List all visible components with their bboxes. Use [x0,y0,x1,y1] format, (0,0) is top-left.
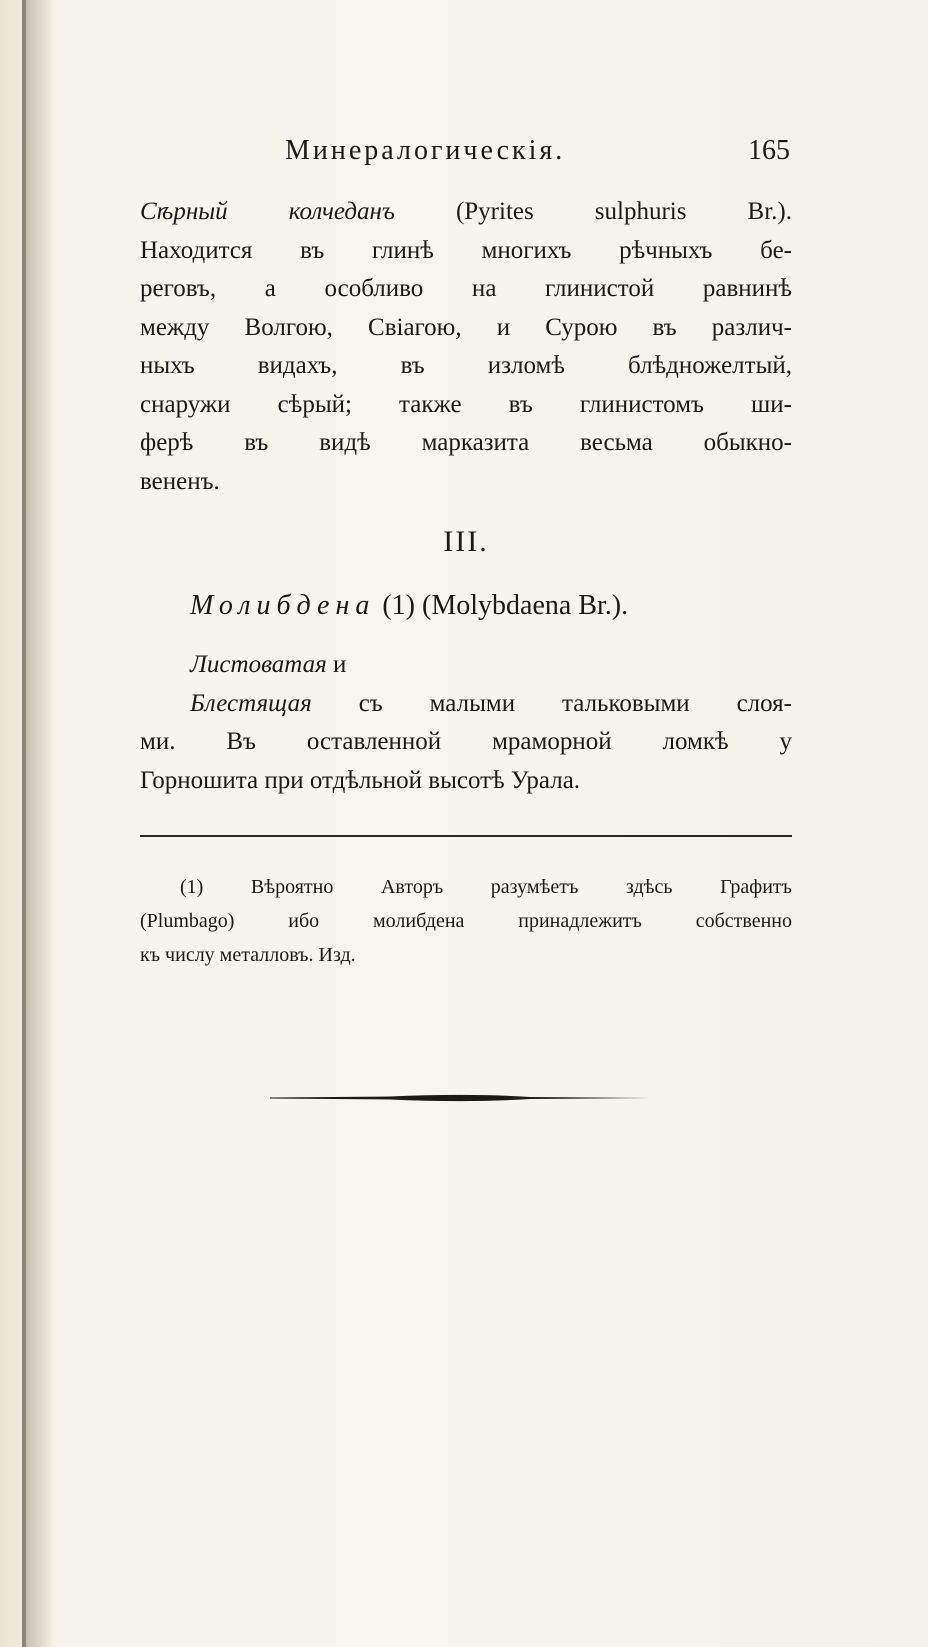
molybdaena-paragraph [140,646,792,800]
paragraph-line: Горношита при отдѣльной высотѣ Урала. [140,766,581,794]
variety-name: Листоватая [190,651,327,678]
paragraph-line: вененъ. [140,467,220,495]
paragraph-line: Находится въ глинѣ многихъ рѣчныхъ бе- [140,236,792,264]
variety-line [140,685,792,724]
footnote [140,870,792,972]
section-number: III. [443,525,489,558]
paragraph-text: съ малыми тальковыми слоя- [358,689,793,717]
footnote-line: (1) Вѣроятно Авторъ разумѣетъ здѣсь Графитъ [180,876,792,898]
pyrites-paragraph [140,193,792,501]
paragraph-line [140,193,792,232]
variety-line [140,646,792,685]
variety-name: Блестящая [190,689,312,717]
ornamental-rule [270,1090,650,1106]
running-title: Минералогическія. [285,135,566,166]
paragraph-line: ми. Въ оставленной мраморной ломкѣ у [140,728,792,755]
page-gutter-shadow [26,0,54,1647]
molybdaena-heading [190,590,628,622]
mineral-title: Сѣрный колчеданъ [140,198,395,225]
footnote-line: къ числу металловъ. Изд. [140,944,356,966]
footnote-line: (Plumbago) ибо молибдена принадлежитъ собственно [140,910,792,932]
footnote-reference: (1) [382,590,416,621]
latin-name: (Pyrites sulphuris Br.). [455,198,792,225]
mineral-title: Молибдена [190,590,376,621]
paragraph-line: реговъ, а особливо на глинистой равнинѣ [140,275,792,302]
paragraph-line: снаружи сѣрый; также въ глинистомъ ши- [140,390,792,418]
latin-name: (Molybdaena Br.). [422,590,629,621]
footnote-divider [140,835,792,837]
paragraph-line: ныхъ видахъ, въ изломѣ блѣдножелтый, [140,352,792,379]
conjunction: и [333,651,347,678]
page-header [140,135,790,175]
page-number: 165 [748,135,790,166]
paragraph-line: между Волгою, Свіагою, и Сурою въ различ- [140,313,792,341]
paragraph-line: ферѣ въ видѣ марказита весьма обыкно- [140,429,792,456]
